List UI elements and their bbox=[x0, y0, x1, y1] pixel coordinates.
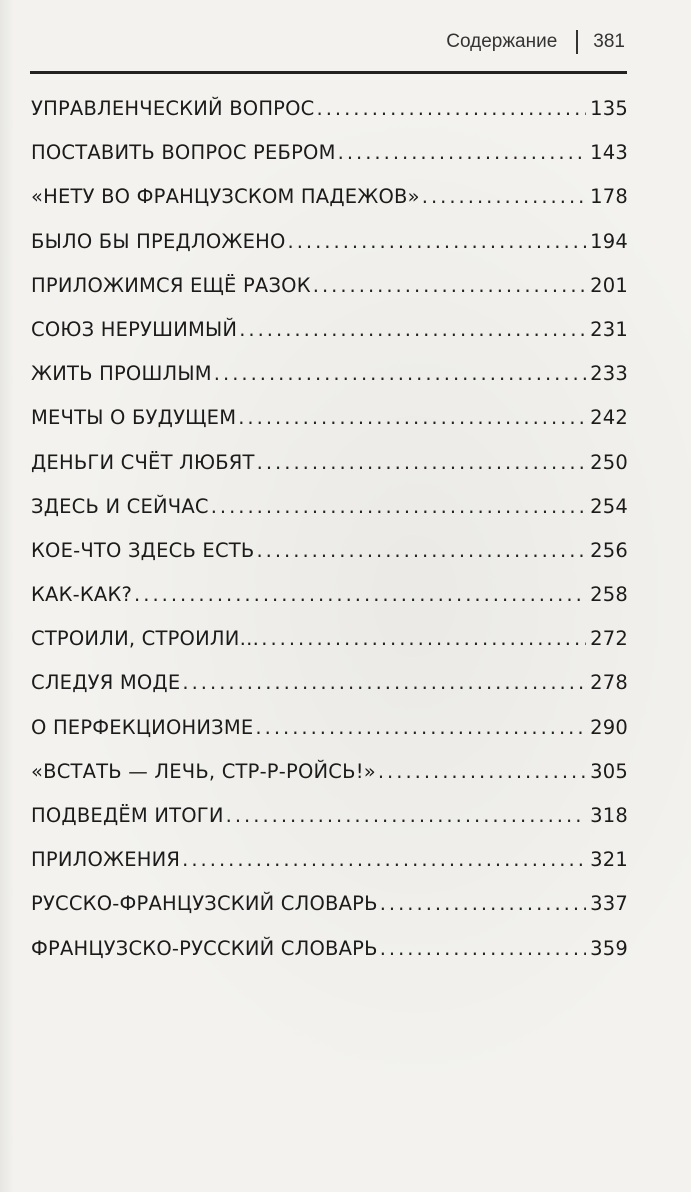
toc-entry bbox=[31, 230, 628, 274]
toc-entry-page: 256 bbox=[590, 538, 628, 562]
header-rule bbox=[30, 71, 627, 74]
section-title: Содержание bbox=[446, 31, 558, 52]
dot-leader bbox=[238, 406, 586, 429]
toc-entry bbox=[31, 804, 628, 848]
toc-entry-page: 305 bbox=[590, 759, 628, 783]
dot-leader bbox=[214, 362, 586, 385]
toc-entry bbox=[31, 583, 628, 627]
toc-entry-title: СЛЕДУЯ МОДЕ bbox=[31, 671, 181, 695]
table-of-contents bbox=[31, 97, 628, 981]
toc-entry-page: 359 bbox=[590, 936, 628, 960]
toc-entry-title: ПОСТАВИТЬ ВОПРОС РЕБРОМ bbox=[31, 141, 336, 165]
dot-leader bbox=[313, 274, 586, 297]
toc-entry-title: «ВСТАТЬ — ЛЕЧЬ, СТР-Р-РОЙСЬ!» bbox=[31, 759, 376, 783]
toc-entry-title: ДЕНЬГИ СЧЁТ ЛЮБЯТ bbox=[31, 450, 255, 474]
toc-entry bbox=[31, 627, 628, 671]
toc-entry bbox=[31, 671, 628, 715]
toc-entry-page: 194 bbox=[590, 229, 628, 253]
dot-leader bbox=[338, 141, 587, 164]
dot-leader bbox=[422, 185, 586, 208]
dot-leader bbox=[211, 495, 586, 518]
dot-leader bbox=[255, 716, 586, 739]
toc-entry-title: БЫЛО БЫ ПРЕДЛОЖЕНО bbox=[31, 229, 286, 253]
toc-entry-page: 242 bbox=[590, 406, 628, 430]
toc-entry-title: ЗДЕСЬ И СЕЙЧАС bbox=[31, 494, 209, 518]
toc-entry-page: 321 bbox=[590, 848, 628, 872]
toc-entry bbox=[31, 97, 628, 141]
toc-entry-title: РУССКО-ФРАНЦУЗСКИЙ СЛОВАРЬ bbox=[31, 892, 378, 916]
dot-leader bbox=[182, 671, 586, 694]
toc-entry-title: ПРИЛОЖЕНИЯ bbox=[31, 848, 181, 872]
toc-entry-page: 318 bbox=[590, 804, 628, 827]
dot-leader bbox=[380, 892, 586, 915]
toc-entry bbox=[31, 274, 628, 318]
toc-entry-title: МЕЧТЫ О БУДУЩЕМ bbox=[31, 406, 237, 430]
toc-entry bbox=[31, 141, 628, 185]
dot-leader bbox=[134, 583, 586, 606]
toc-entry bbox=[31, 760, 628, 804]
toc-entry-title: ФРАНЦУЗСКО-РУССКИЙ СЛОВАРЬ bbox=[31, 936, 378, 960]
toc-entry bbox=[31, 495, 628, 539]
toc-entry-page: 250 bbox=[590, 450, 628, 474]
toc-entry bbox=[31, 539, 628, 583]
toc-entry bbox=[31, 185, 628, 229]
toc-entry bbox=[31, 892, 628, 936]
toc-entry-title: О ПЕРФЕКЦИОНИЗМЕ bbox=[31, 715, 254, 739]
dot-leader bbox=[182, 848, 586, 871]
toc-entry-title: КОЕ-ЧТО ЗДЕСЬ ЕСТЬ bbox=[31, 538, 255, 562]
toc-entry-page: 278 bbox=[590, 671, 628, 695]
toc-entry-page: 290 bbox=[590, 715, 628, 739]
toc-entry-page: 258 bbox=[590, 583, 628, 607]
dot-leader bbox=[261, 627, 586, 650]
dot-leader bbox=[380, 937, 586, 960]
toc-entry-page: 233 bbox=[590, 362, 628, 386]
dot-leader bbox=[378, 760, 586, 783]
toc-entry bbox=[31, 406, 628, 450]
toc-entry bbox=[31, 362, 628, 406]
toc-entry bbox=[31, 716, 628, 760]
toc-entry-page: 231 bbox=[590, 317, 628, 341]
dot-leader bbox=[257, 451, 587, 474]
dot-leader bbox=[226, 804, 587, 827]
toc-entry bbox=[31, 937, 628, 981]
toc-entry-page: 201 bbox=[590, 273, 628, 297]
dot-leader bbox=[288, 230, 587, 253]
toc-entry-title: СОЮЗ НЕРУШИМЫЙ bbox=[31, 317, 238, 341]
dot-leader bbox=[256, 539, 586, 562]
toc-entry-title: ПОДВЕДЁМ ИТОГИ bbox=[31, 804, 224, 827]
toc-entry-title: «НЕТУ ВО ФРАНЦУЗСКОМ ПАДЕЖОВ» bbox=[31, 185, 420, 209]
toc-entry-page: 254 bbox=[590, 494, 628, 518]
toc-entry-title: УПРАВЛЕНЧЕСКИЙ ВОПРОС bbox=[31, 97, 315, 120]
header-separator bbox=[576, 30, 578, 54]
toc-entry-page: 143 bbox=[590, 141, 628, 165]
toc-entry-page: 272 bbox=[590, 627, 628, 651]
toc-entry-page: 178 bbox=[590, 185, 628, 209]
toc-entry-page: 337 bbox=[590, 892, 628, 916]
toc-entry-title: КАК-КАК? bbox=[31, 583, 133, 607]
toc-entry-title: ПРИЛОЖИМСЯ ЕЩЁ РАЗОК bbox=[31, 273, 311, 297]
running-header bbox=[446, 30, 625, 54]
page-number: 381 bbox=[593, 31, 625, 52]
toc-entry-title: ЖИТЬ ПРОШЛЫМ bbox=[31, 362, 212, 386]
dot-leader bbox=[317, 97, 587, 120]
toc-entry bbox=[31, 318, 628, 362]
toc-entry bbox=[31, 451, 628, 495]
dot-leader bbox=[239, 318, 586, 341]
toc-entry-title: СТРОИЛИ, СТРОИЛИ… bbox=[31, 627, 260, 651]
toc-entry-page: 135 bbox=[590, 97, 628, 120]
toc-entry bbox=[31, 848, 628, 892]
